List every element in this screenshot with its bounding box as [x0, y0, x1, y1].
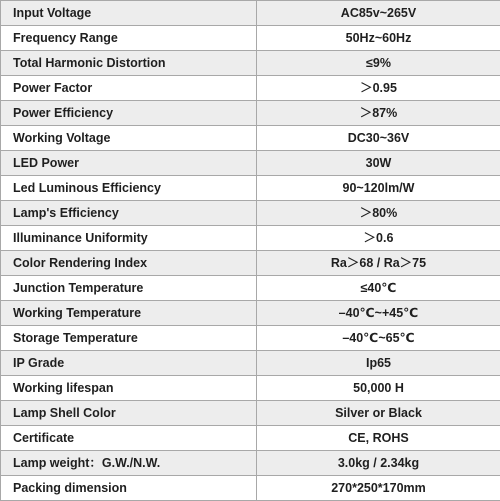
spec-value: 90~120lm/W [257, 176, 500, 201]
spec-label: Frequency Range [1, 26, 257, 51]
spec-label: Working Voltage [1, 126, 257, 151]
spec-value: AC85v~265V [257, 1, 500, 26]
table-row [1, 276, 500, 301]
spec-label: Storage Temperature [1, 326, 257, 351]
table-row [1, 376, 500, 401]
spec-value: 30W [257, 151, 500, 176]
spec-value: ＞0.95 [257, 76, 500, 101]
spec-value: 50,000 H [257, 376, 500, 401]
table-row [1, 201, 500, 226]
table-row [1, 251, 500, 276]
spec-label: Power Efficiency [1, 101, 257, 126]
spec-value: 3.0kg / 2.34kg [257, 451, 500, 476]
spec-label: Junction Temperature [1, 276, 257, 301]
spec-label: Input Voltage [1, 1, 257, 26]
table-row [1, 1, 500, 26]
table-row [1, 226, 500, 251]
spec-label: IP Grade [1, 351, 257, 376]
spec-value: –40℃~+45℃ [257, 301, 500, 326]
table-row [1, 401, 500, 426]
table-row [1, 326, 500, 351]
spec-value: ≤40℃ [257, 276, 500, 301]
spec-value: DC30~36V [257, 126, 500, 151]
spec-label: Certificate [1, 426, 257, 451]
spec-value: ＞80% [257, 201, 500, 226]
spec-value: Ra＞68 / Ra＞75 [257, 251, 500, 276]
table-row [1, 301, 500, 326]
spec-label: Lamp Shell Color [1, 401, 257, 426]
table-row [1, 101, 500, 126]
spec-value: –40℃~65℃ [257, 326, 500, 351]
table-row [1, 451, 500, 476]
spec-label: LED Power [1, 151, 257, 176]
table-row [1, 426, 500, 451]
table-row [1, 176, 500, 201]
spec-value: ≤9% [257, 51, 500, 76]
spec-value: ＞87% [257, 101, 500, 126]
spec-value: 50Hz~60Hz [257, 26, 500, 51]
table-row [1, 151, 500, 176]
table-row [1, 476, 500, 501]
spec-label: Lamp's Efficiency [1, 201, 257, 226]
table-row [1, 76, 500, 101]
table-row [1, 26, 500, 51]
spec-label: Illuminance Uniformity [1, 226, 257, 251]
spec-label: Lamp weight：G.W./N.W. [1, 451, 257, 476]
table-row [1, 51, 500, 76]
spec-value: 270*250*170mm [257, 476, 500, 501]
spec-value: Ip65 [257, 351, 500, 376]
spec-value: ＞0.6 [257, 226, 500, 251]
spec-label: Working lifespan [1, 376, 257, 401]
table-row [1, 126, 500, 151]
spec-label: Power Factor [1, 76, 257, 101]
spec-label: Color Rendering Index [1, 251, 257, 276]
spec-label: Packing dimension [1, 476, 257, 501]
spec-value: CE, ROHS [257, 426, 500, 451]
spec-label: Total Harmonic Distortion [1, 51, 257, 76]
spec-value: Silver or Black [257, 401, 500, 426]
spec-label: Working Temperature [1, 301, 257, 326]
table-row [1, 351, 500, 376]
spec-label: Led Luminous Efficiency [1, 176, 257, 201]
